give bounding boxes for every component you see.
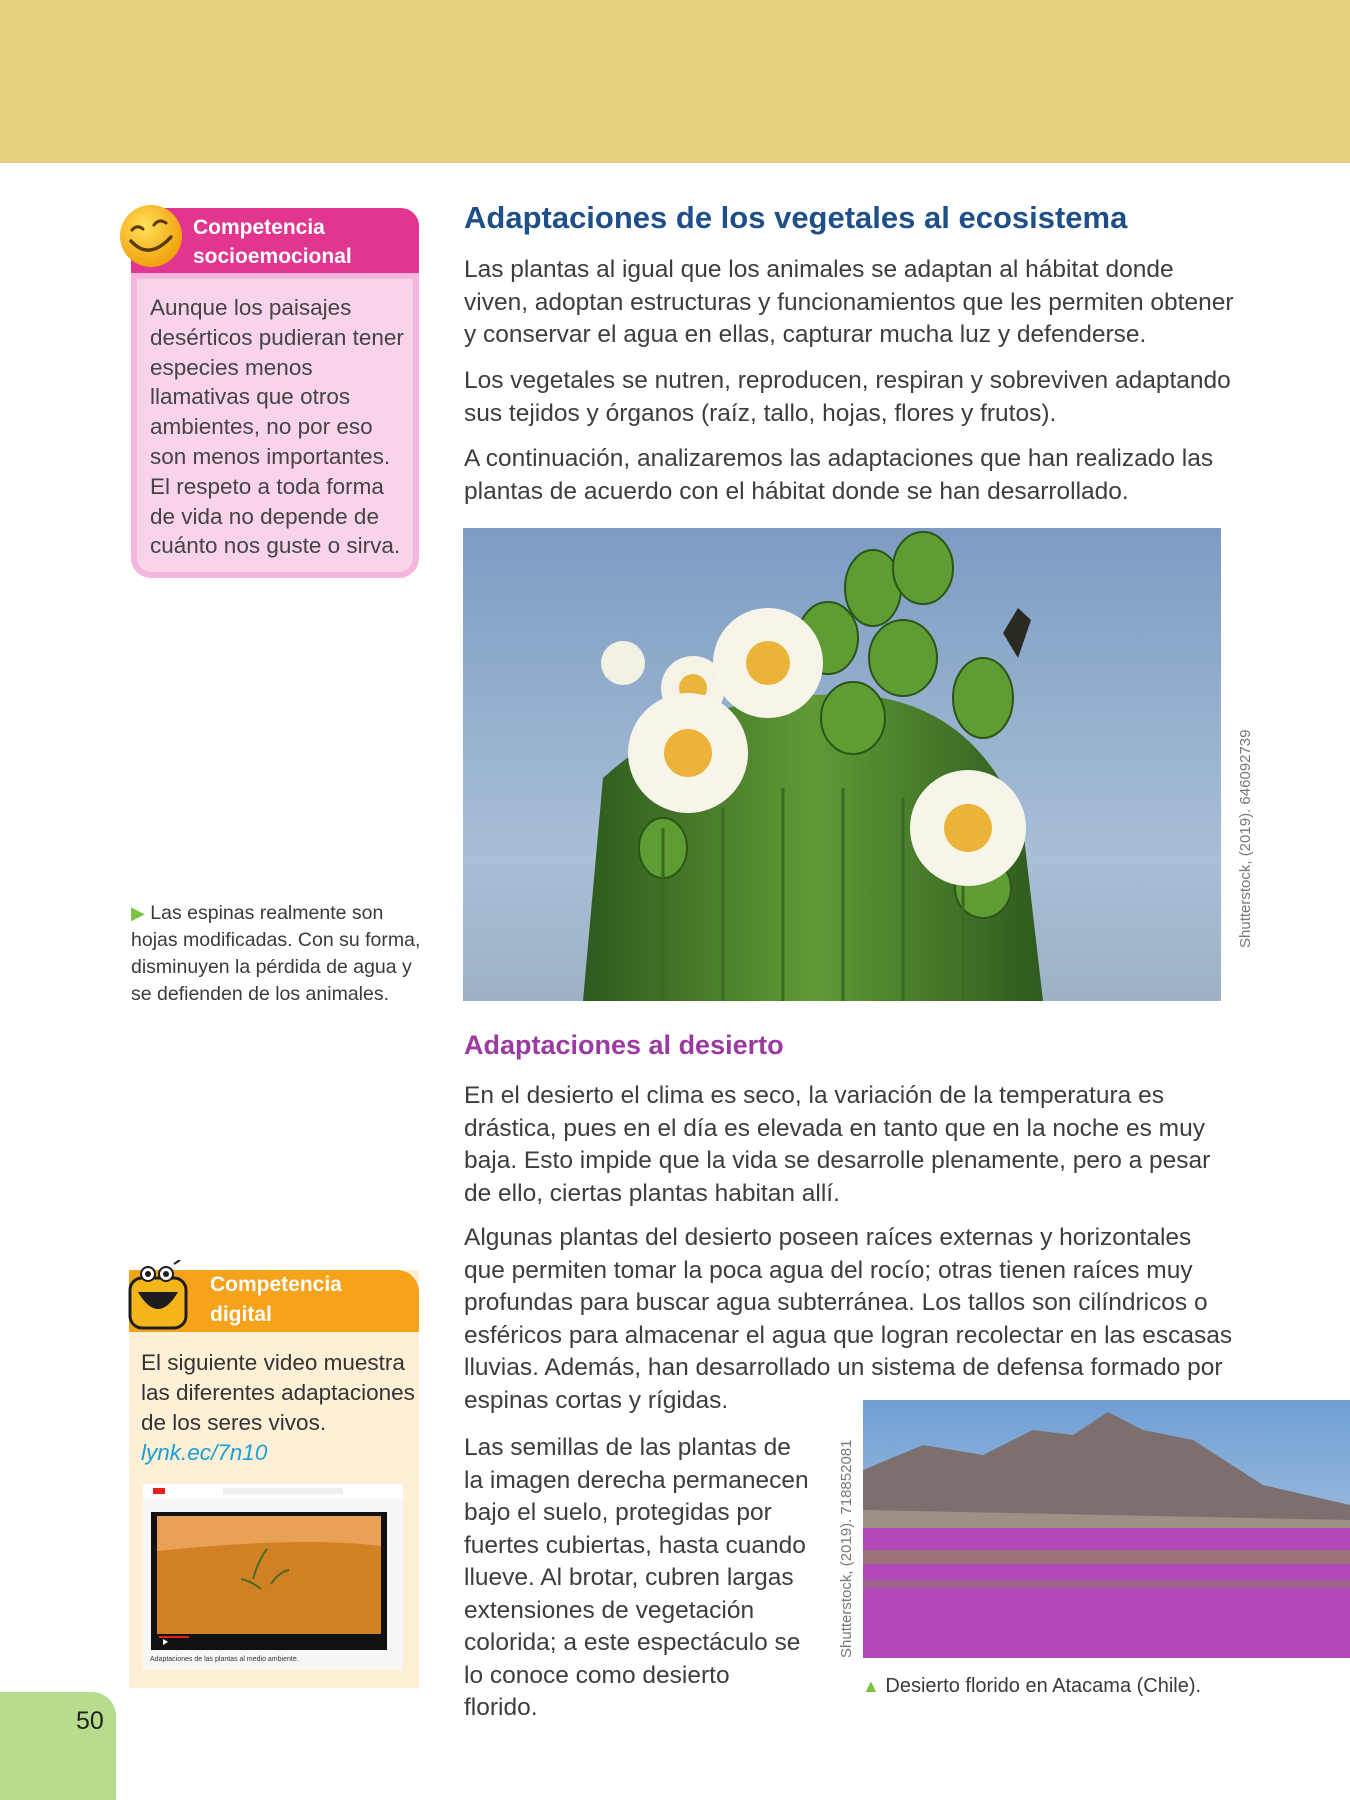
page-number: 50 xyxy=(76,1707,104,1735)
smiley-icon xyxy=(118,203,184,269)
digital-title: Competencia digital xyxy=(210,1273,342,1326)
atacama-caption xyxy=(862,1675,1201,1698)
video-caption: Adaptaciones de las plantas al medio ambiente. xyxy=(150,1656,299,1663)
atacama-desert-photo xyxy=(863,1400,1350,1658)
intro-paragraph-1: Las plantas al igual que los animales se adaptan al hábitat donde viven, adoptan estructuras y funcionamientos que les permiten obtener y conservar el agua en ellas, capturar mucha luz y defenderse. xyxy=(464,256,1234,348)
triangle-up-icon: ▲ xyxy=(862,1676,880,1696)
socioemotional-body xyxy=(131,273,419,578)
desert-paragraph-2: Algunas plantas del desierto poseen raíces externas y horizontales que permiten tomar la poca agua del rocío; otras tienen raíces muy profundas para buscar agua subterránea. Los tallos son cilíndricos o esféricos para almacenar el agua que logran recolectar en las escasas lluvias. Además, han desarrollado un sistema de defensa formado por espinas cortas y rígidas. xyxy=(464,1224,1233,1414)
desert-paragraph-1: En el desierto el clima es seco, la variación de la temperatura es drástica, pues en el día es elevada en tanto que en la noche es muy baja. Esto impide que la vida se desarrolle plenamente, pero a pesar de ello, ciertas plantas habitan allí. xyxy=(464,1082,1211,1207)
atacama-photo-credit: Shutterstock, (2019). 718852081 xyxy=(838,1439,855,1658)
desert-paragraph-3: Las semillas de las plantas de la imagen derecha permanecen bajo el suelo, protegidas por fuertes cubiertas, hasta cuando llueve. Al brotar, cubren largas extensiones de vegetación colorida; a este espectáculo se lo conoce como desierto florido. xyxy=(464,1434,809,1721)
video-link[interactable]: lynk.ec/7n10 xyxy=(141,1440,268,1465)
cactus-photo-credit: Shutterstock, (2019). 646092739 xyxy=(1237,729,1254,948)
top-banner xyxy=(0,0,1350,163)
page-title: Adaptaciones de los vegetales al ecosistema xyxy=(464,200,1128,235)
socioemotional-title: Competencia socioemocional xyxy=(193,216,352,268)
intro-paragraph-3: A continuación, analizaremos las adaptaciones que han realizado las plantas de acuerdo con el hábitat donde se han desarrollado. xyxy=(464,445,1214,505)
video-thumbnail[interactable] xyxy=(143,1484,403,1670)
socioemotional-text: Aunque los paisajes desérticos pudieran tener especies menos llamativas que otros ambientes, no por eso son menos importantes. El respeto a toda forma de vida no depende de cuánto nos guste o sirva. xyxy=(150,295,404,559)
youtube-logo-icon xyxy=(153,1488,165,1494)
digital-text: El siguiente video muestra las diferentes adaptaciones de los seres vivos. lynk.ec/7n10 xyxy=(141,1350,415,1465)
triangle-right-icon: ▶ xyxy=(131,903,145,923)
section-title-desert: Adaptaciones al desierto xyxy=(464,1030,784,1060)
robot-mascot-icon xyxy=(124,1260,192,1334)
cactus-caption-text: Las espinas realmente son hojas modificadas. Con su forma, disminuyen la pérdida de agua y se defienden de los animales. xyxy=(131,902,421,1005)
cactus-caption xyxy=(131,900,431,1008)
intro-paragraph-2: Los vegetales se nutren, reproducen, respiran y sobreviven adaptando sus tejidos y órganos (raíz, tallo, hojas, flores y frutos). xyxy=(464,367,1231,427)
saguaro-cactus-photo xyxy=(463,528,1221,1001)
atacama-caption-text: Desierto florido en Atacama (Chile). xyxy=(885,1675,1202,1697)
